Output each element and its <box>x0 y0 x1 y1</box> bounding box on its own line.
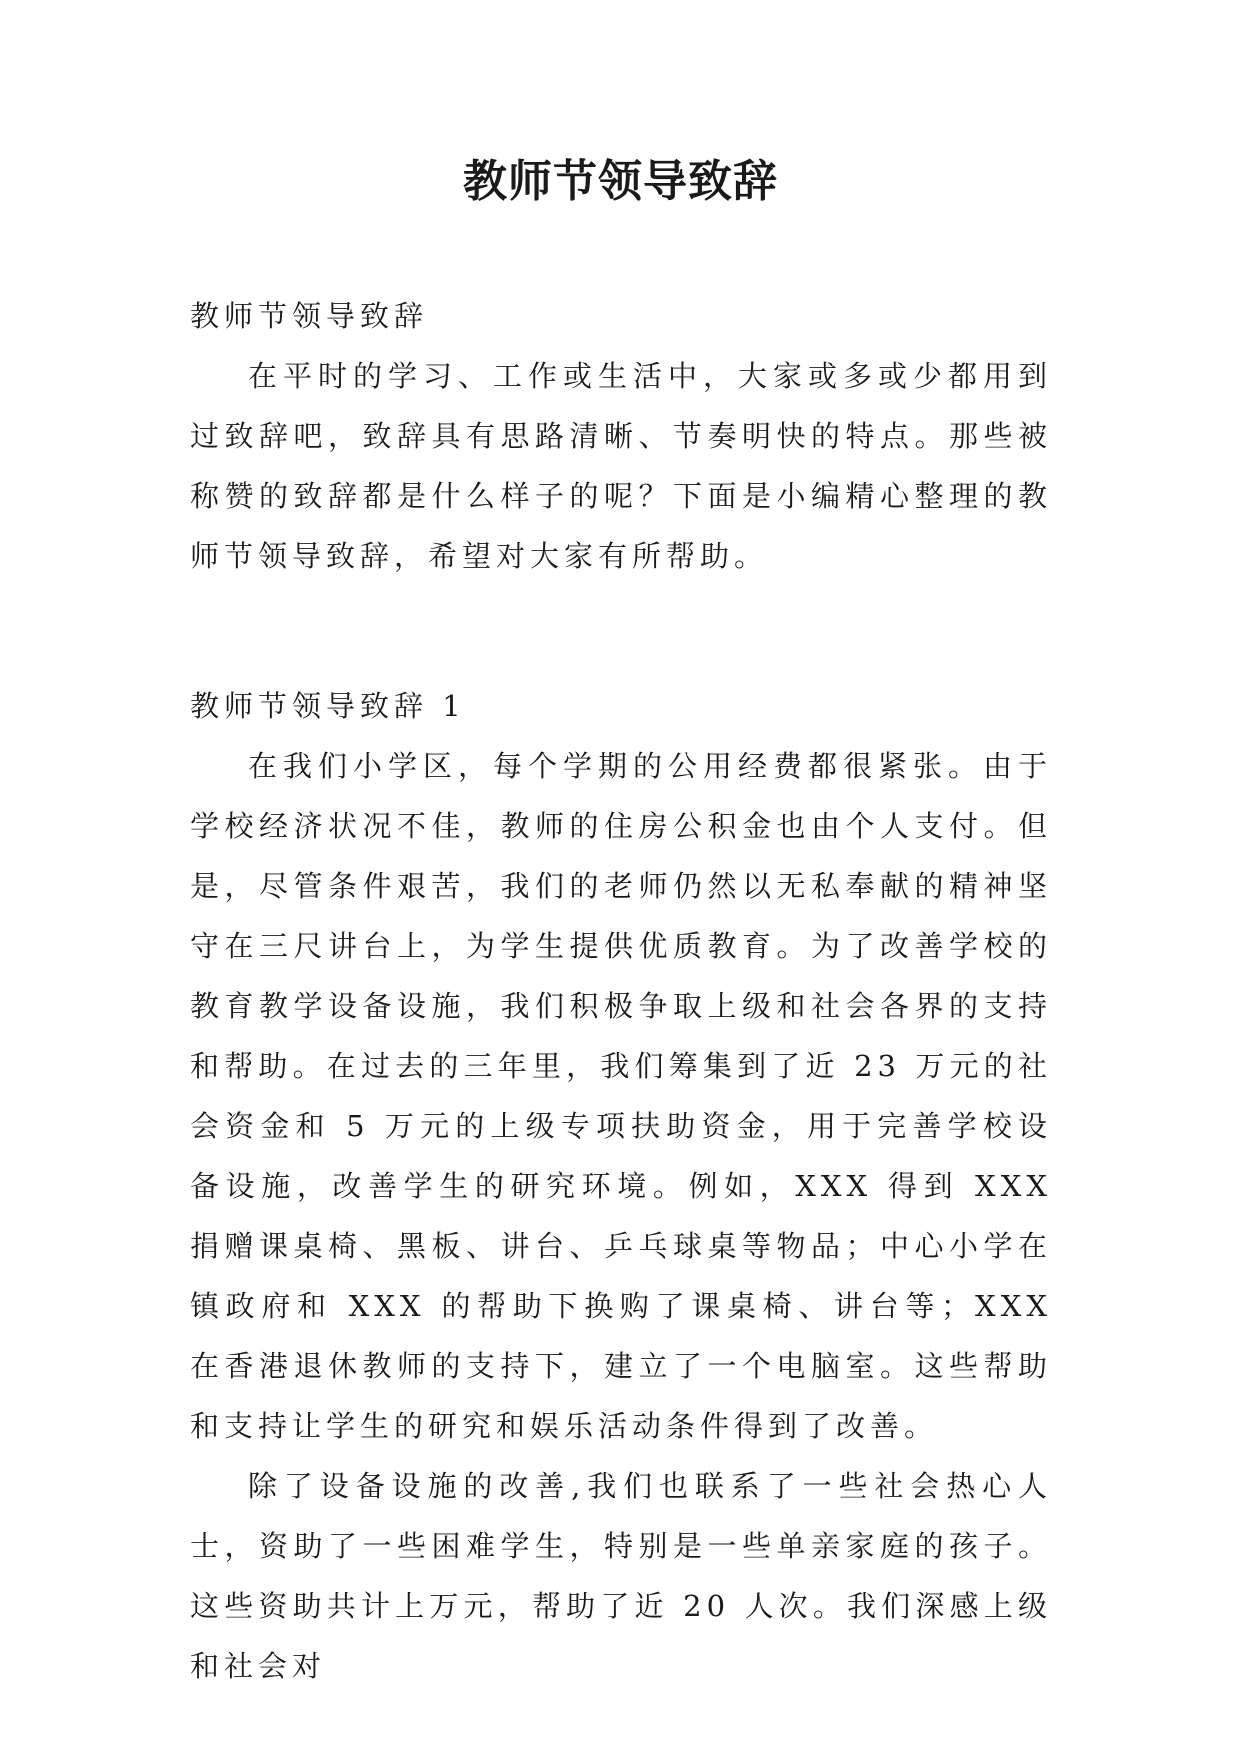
section-spacer <box>190 586 1052 676</box>
document-body <box>190 286 1052 1696</box>
body-paragraph: 在我们小学区，每个学期的公用经费都很紧张。由于学校经济状况不佳，教师的住房公积金也由个人支付。但是，尽管条件艰苦，我们的老师仍然以无私奉献的精神坚守在三尺讲台上，为学生提供优质教育。为了改善学校的教育教学设备设施，我们积极争取上级和社会各界的支持和帮助。在过去的三年里，我们筹集到了近 23 万元的社会资金和 5 万元的上级专项扶助资金，用于完善学校设备设施，改善学生的研究环境。例如，XXX 得到 XXX 捐赠课桌椅、黑板、讲台、乒乓球桌等物品；中心小学在镇政府和 XXX 的帮助下换购了课桌椅、讲台等；XXX 在香港退休教师的支持下，建立了一个电脑室。这些帮助和支持让学生的研究和娱乐活动条件得到了改善。 <box>190 749 1052 1443</box>
document-title: 教师节领导致辞 <box>463 156 778 207</box>
section-heading: 教师节领导致辞 <box>190 299 429 333</box>
section-heading: 教师节领导致辞 1 <box>190 689 466 723</box>
body-paragraph: 除了设备设施的改善,我们也联系了一些社会热心人士，资助了一些困难学生，特别是一些单亲家庭的孩子。这些资助共计上万元，帮助了近 20 人次。我们深感上级和社会对 <box>190 1469 1052 1683</box>
intro-paragraph: 在平时的学习、工作或生活中，大家或多或少都用到过致辞吧，致辞具有思路清晰、节奏明快的特点。那些被称赞的致辞都是什么样子的呢？下面是小编精心整理的教师节领导致辞，希望对大家有所帮助。 <box>190 359 1052 573</box>
